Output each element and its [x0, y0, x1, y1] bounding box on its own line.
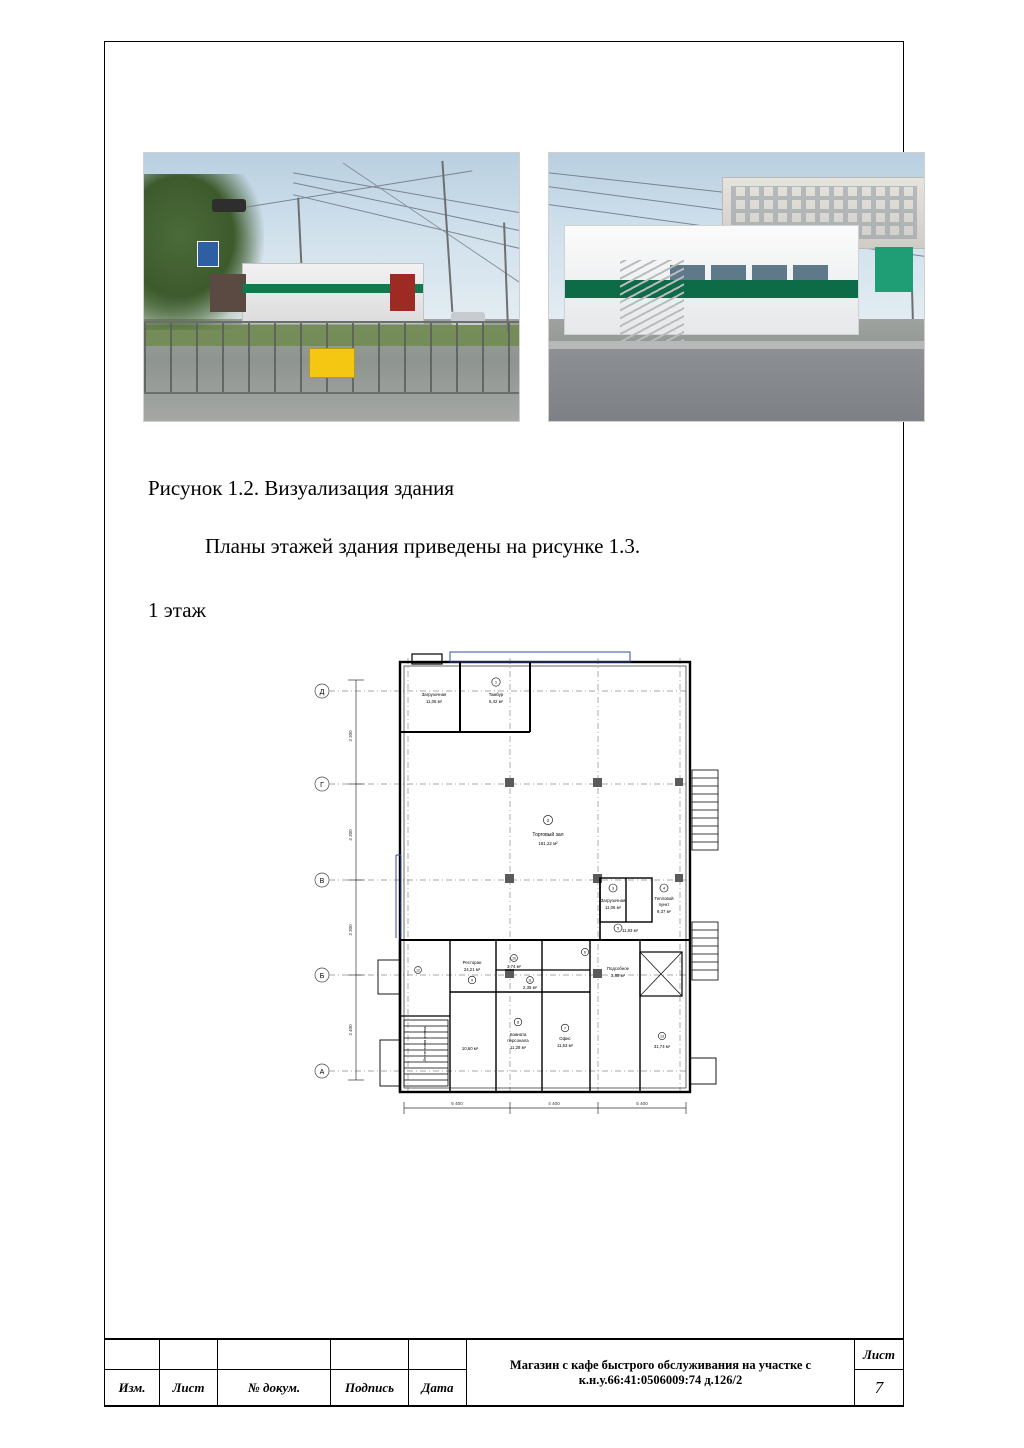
- column-izm: Изм.: [105, 1370, 160, 1407]
- svg-text:5 400: 5 400: [451, 1101, 463, 1106]
- photo-corner-view: [548, 152, 925, 422]
- svg-text:3 300: 3 300: [348, 730, 353, 742]
- svg-text:Офис: Офис: [559, 1036, 571, 1041]
- list-cell: [160, 1340, 218, 1370]
- svg-text:11,06 м²: 11,06 м²: [425, 699, 443, 704]
- body-paragraph: Планы этажей здания приведены на рисунке 1.3.: [205, 534, 641, 558]
- billboard: [875, 247, 913, 293]
- window: [793, 265, 828, 280]
- svg-text:Д: Д: [319, 689, 325, 696]
- svg-text:Г: Г: [320, 782, 324, 789]
- red-panel: [390, 274, 415, 311]
- svg-text:2,35 м²: 2,35 м²: [523, 985, 537, 990]
- svg-text:Торговый зал: Торговый зал: [532, 832, 564, 838]
- column-list: Лист: [160, 1370, 218, 1407]
- svg-text:3 300: 3 300: [348, 924, 353, 936]
- svg-text:Б: Б: [319, 973, 325, 980]
- svg-text:Ресторан: Ресторан: [462, 960, 482, 965]
- svg-text:3,88 м²: 3,88 м²: [611, 973, 625, 978]
- window: [752, 265, 787, 280]
- doc-cell: [218, 1340, 331, 1370]
- roadway: [549, 349, 924, 421]
- svg-text:5: 5: [616, 926, 620, 931]
- svg-text:Комната: Комната: [509, 1032, 527, 1037]
- traffic-light: [212, 199, 246, 212]
- svg-text:10,60 м²: 10,60 м²: [461, 1046, 479, 1051]
- svg-text:3 400: 3 400: [348, 1024, 353, 1036]
- photo-street-view: [143, 152, 520, 422]
- column-doc: № докум.: [218, 1370, 331, 1407]
- svg-text:пункт: пункт: [658, 902, 670, 907]
- yellow-banner: [309, 348, 355, 378]
- svg-text:9,37 м²: 9,37 м²: [657, 909, 671, 914]
- svg-text:4 300: 4 300: [348, 829, 353, 841]
- svg-text:5 400: 5 400: [636, 1101, 648, 1106]
- title-block-table: [104, 1339, 904, 1407]
- svg-text:10: 10: [512, 956, 516, 961]
- svg-text:9: 9: [471, 978, 473, 983]
- svg-text:Тепловой: Тепловой: [654, 896, 674, 901]
- svg-text:Загрузочная: Загрузочная: [600, 898, 626, 903]
- svg-text:В: В: [319, 878, 325, 885]
- svg-text:А: А: [319, 1069, 325, 1076]
- title-block: [104, 1338, 904, 1406]
- curb: [549, 341, 924, 349]
- svg-text:8: 8: [517, 1020, 519, 1025]
- svg-text:31,74 м²: 31,74 м²: [653, 1044, 671, 1049]
- svg-text:3: 3: [611, 886, 615, 891]
- svg-text:Тамбур: Тамбур: [488, 692, 504, 697]
- svg-text:7: 7: [564, 1026, 566, 1031]
- adjacent-structure: [210, 274, 246, 312]
- svg-text:181,22 м²: 181,22 м²: [538, 841, 558, 846]
- svg-text:5,42 м²: 5,42 м²: [489, 699, 503, 704]
- table-row: [105, 1340, 904, 1370]
- external-staircase: [620, 260, 684, 340]
- svg-text:12: 12: [416, 968, 420, 973]
- drawing-title: Магазин с кафе быстрого обслуживания на участке с к.н.у.66:41:0506009:74 д.126/2: [467, 1340, 855, 1407]
- sheet-label: Лист: [855, 1340, 904, 1370]
- svg-text:3,74 м²: 3,74 м²: [507, 964, 521, 969]
- floor-plan-svg: [300, 640, 770, 1120]
- window: [711, 265, 746, 280]
- svg-text:11,28 м²: 11,28 м²: [509, 1045, 527, 1050]
- green-signboard: [565, 280, 858, 298]
- svg-text:2: 2: [546, 817, 550, 823]
- column-date: Дата: [409, 1370, 467, 1407]
- svg-text:1: 1: [494, 679, 498, 685]
- svg-text:Подсобное: Подсобное: [606, 966, 630, 971]
- building-facade: [564, 225, 859, 334]
- date-cell: [409, 1340, 467, 1370]
- building-facade: [242, 263, 424, 324]
- pedestrian-crossing-sign: [197, 241, 219, 267]
- svg-text:11,63 м²: 11,63 м²: [556, 1043, 574, 1048]
- sheet-number: 7: [855, 1370, 904, 1407]
- svg-text:персонала: персонала: [507, 1038, 529, 1043]
- svg-text:13: 13: [660, 1034, 664, 1039]
- sign-cell: [331, 1340, 409, 1370]
- svg-text:11,06 м²: 11,06 м²: [604, 905, 622, 910]
- izm-cell: [105, 1340, 160, 1370]
- figure-caption: Рисунок 1.2. Визуализация здания: [148, 476, 455, 500]
- svg-text:11,83 м²: 11,83 м²: [621, 928, 639, 933]
- column-sign: Подпись: [331, 1370, 409, 1407]
- svg-text:4: 4: [662, 886, 666, 891]
- floor-plan-drawing: [300, 640, 770, 1120]
- figure-images: [143, 152, 923, 422]
- svg-text:6: 6: [584, 950, 586, 955]
- svg-text:4 400: 4 400: [548, 1101, 560, 1106]
- svg-text:Загрузочная: Загрузочная: [421, 692, 447, 697]
- svg-text:24,21 м²: 24,21 м²: [463, 967, 481, 972]
- svg-text:11: 11: [528, 978, 532, 983]
- svg-text:Лестничная клетка: Лестничная клетка: [422, 1026, 427, 1062]
- floor-label: 1 этаж: [148, 598, 207, 622]
